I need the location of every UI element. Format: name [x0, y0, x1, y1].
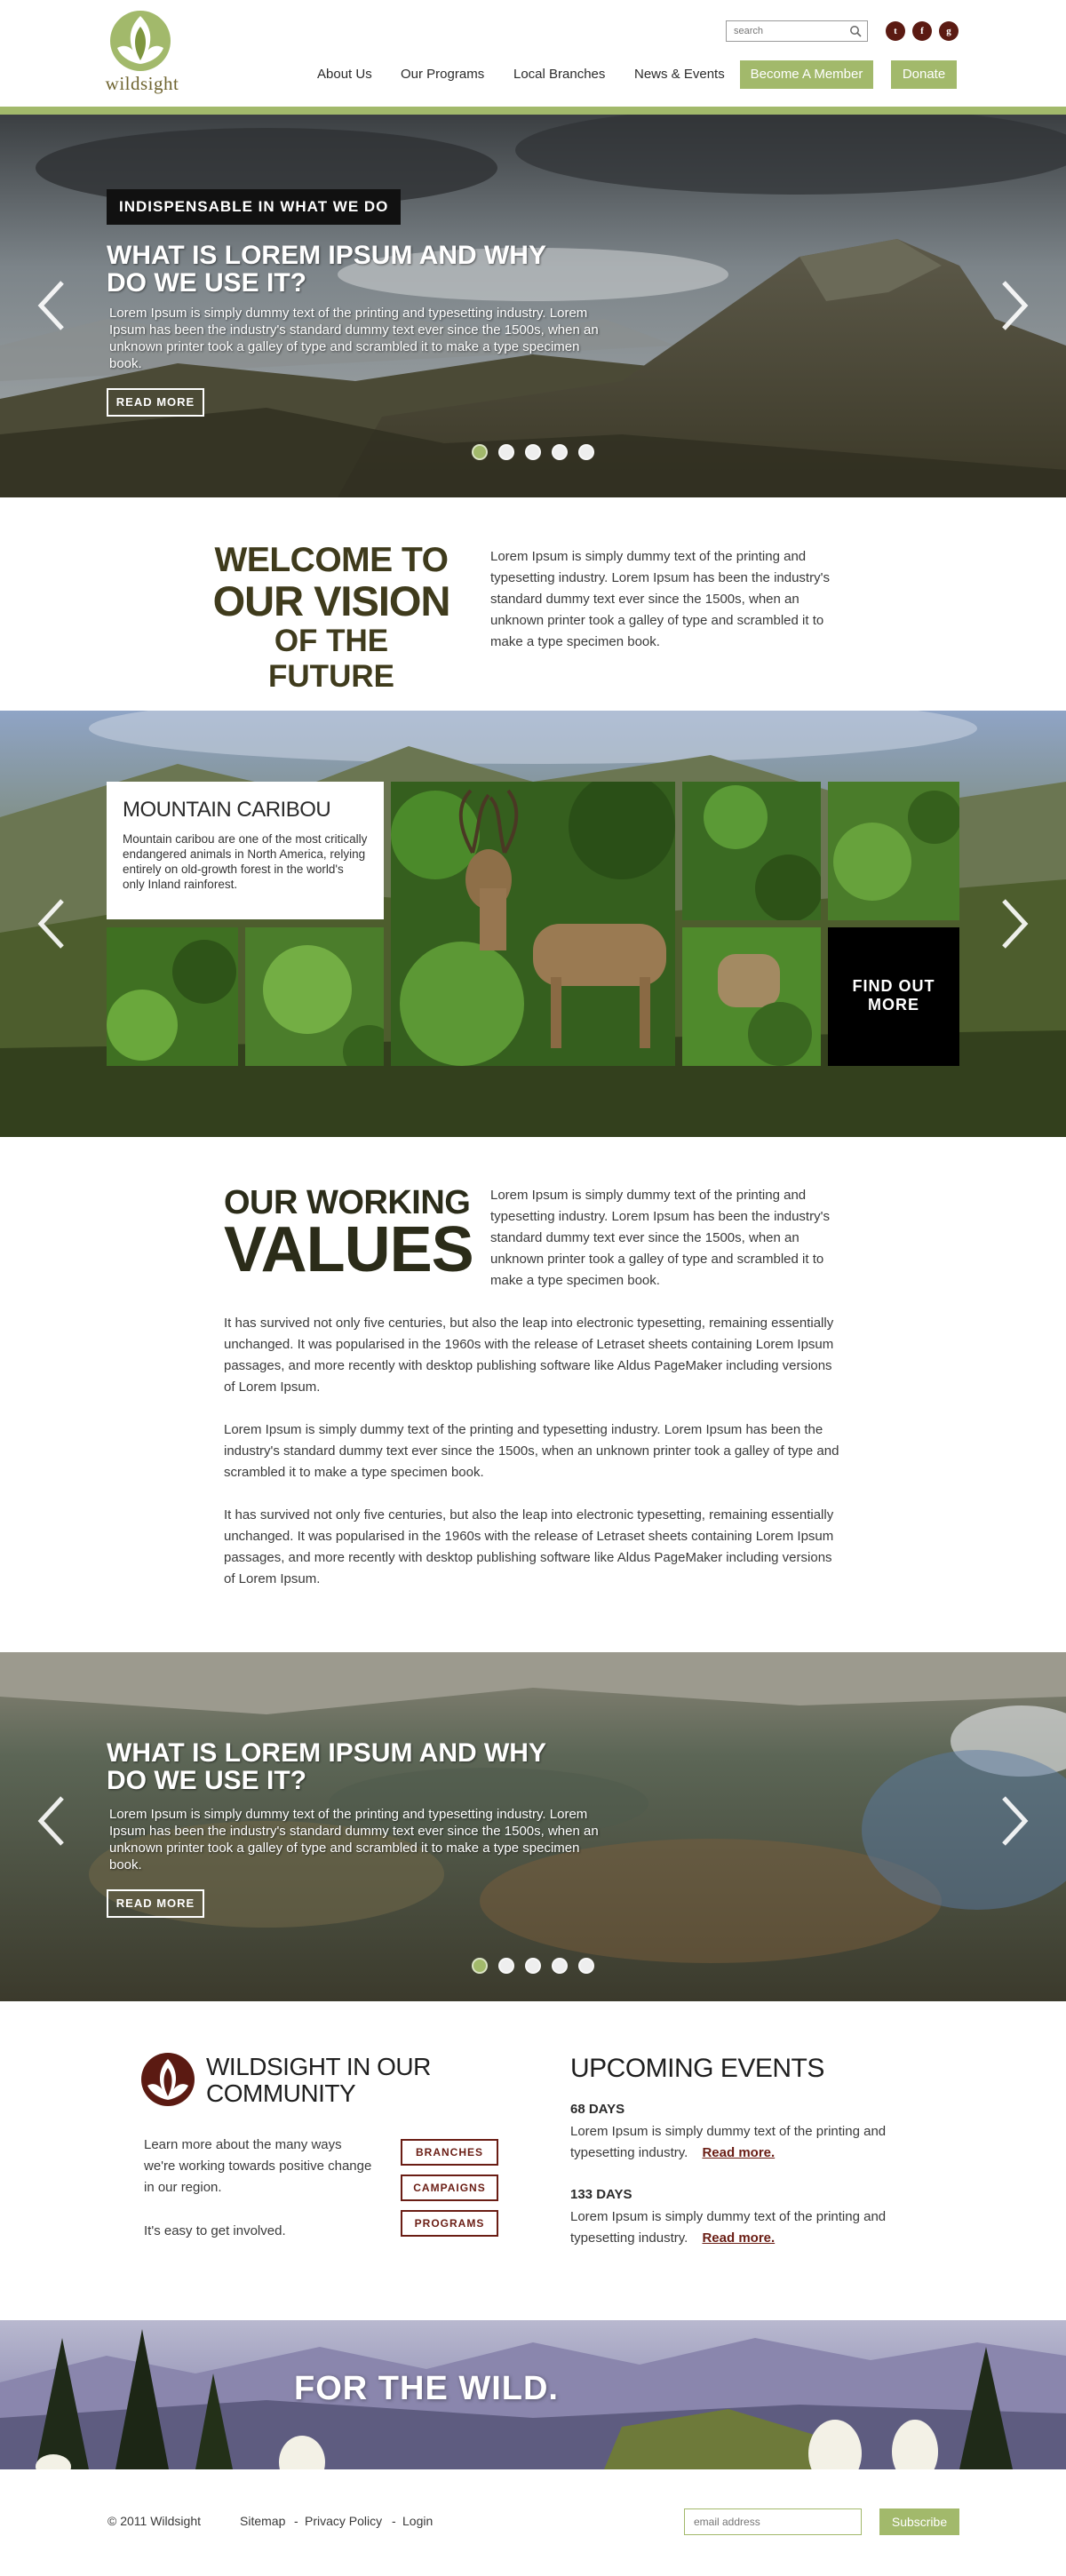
site-header	[0, 0, 1066, 107]
nav-about-us[interactable]: About Us	[317, 67, 372, 82]
subscribe-button[interactable]: Subscribe	[879, 2508, 959, 2535]
event-description: Lorem Ipsum is simply dummy text of the printing and typesetting industry.	[570, 2209, 887, 2246]
branches-button[interactable]: BRANCHES	[401, 2139, 498, 2166]
slide-dot-1[interactable]	[472, 1958, 488, 1974]
event-item	[570, 2121, 943, 2164]
chevron-right-icon[interactable]	[997, 1794, 1032, 1848]
slide-dot-4[interactable]	[552, 444, 568, 460]
values-paragraph: It has survived not only five centuries, but also the leap into electronic typesetting, remaining essentially unchanged. It was popularised in the 1960s with the release of Letraset sheets containing Lorem Ipsum passages, and more recently with desktop publishing software like Aldus PageMaker including versions of Lorem Ipsum.	[224, 1316, 834, 1395]
values-paragraph: Lorem Ipsum is simply dummy text of the printing and typesetting industry. Lorem Ipsum has been the industry's standard dummy text ever since the 1500s, when an unknown printer took a galley of type and scrambled it to make a type specimen book.	[224, 1422, 839, 1480]
hero-title-line-2: DO WE USE IT?	[107, 268, 306, 298]
hero2-title-line-2: DO WE USE IT?	[107, 1766, 306, 1795]
hero2-slide-dots	[472, 1958, 596, 1974]
slide-dot-5[interactable]	[578, 444, 594, 460]
tile-gutter	[529, 782, 537, 1066]
become-member-button[interactable]: Become A Member	[740, 60, 873, 89]
slide-dot-3[interactable]	[525, 444, 541, 460]
photo-tile[interactable]	[828, 782, 959, 920]
values-intro: Lorem Ipsum is simply dummy text of the printing and typesetting industry. Lorem Ipsum has been the industry's standard dummy text ever since the 1500s, when an unknown printer took a galley of type and scrambled it to make a type specimen book.	[490, 1188, 830, 1288]
water-slider	[0, 1652, 1066, 2001]
hero-title-line-1: WHAT IS LOREM IPSUM AND WHY	[107, 241, 546, 270]
event-countdown: 133 DAYS	[570, 2187, 632, 2202]
event-countdown: 68 DAYS	[570, 2102, 625, 2117]
nav-our-programs[interactable]: Our Programs	[401, 67, 485, 82]
slide-dot-3[interactable]	[525, 1958, 541, 1974]
hero-read-more-button[interactable]: READ MORE	[107, 388, 204, 417]
event-read-more-link[interactable]: Read more.	[702, 2145, 776, 2160]
caribou-description: Mountain caribou are one of the most critically endangered animals in North America, relying entirely on old-growth forest in the world's only Inland rainforest.	[123, 832, 368, 891]
for-the-wild-banner	[0, 2320, 1066, 2469]
hero-slider	[0, 115, 1066, 497]
for-the-wild-slogan: FOR THE WILD.	[294, 2370, 559, 2407]
wildsight-logo[interactable]	[98, 9, 187, 98]
email-field	[684, 2508, 862, 2535]
welcome-heading	[211, 542, 451, 695]
copyright-text: © 2011 Wildsight	[107, 2514, 201, 2528]
facebook-icon[interactable]: f	[912, 21, 932, 41]
donate-button[interactable]: Donate	[891, 60, 957, 89]
hero2-text: Lorem Ipsum is simply dummy text of the printing and typesetting industry. Lorem Ipsum has been the industry's standard dummy text ever since the 1500s, when an unknown printer took a galley of type and scrambled it to make a type specimen book.	[109, 1807, 599, 1872]
photo-tile[interactable]	[245, 927, 384, 1066]
twitter-icon[interactable]: t	[886, 21, 905, 41]
programs-button[interactable]: PROGRAMS	[401, 2210, 498, 2237]
welcome-text: Lorem Ipsum is simply dummy text of the printing and typesetting industry. Lorem Ipsum has been the industry's standard dummy text ever since the 1500s, when an unknown printer took a galley of type and scrambled it to make a type specimen book.	[490, 549, 830, 649]
hero-title	[107, 242, 569, 297]
community-heading	[206, 2054, 473, 2107]
slide-dot-2[interactable]	[498, 444, 514, 460]
wildsight-emblem-icon	[140, 2052, 195, 2107]
photo-tile[interactable]	[682, 782, 821, 920]
find-out-more-button[interactable]: FIND OUT MORE	[828, 927, 959, 1066]
logo-wordmark: wildsight	[105, 73, 179, 94]
event-item	[570, 2206, 943, 2249]
caribou-title: MOUNTAIN CARIBOU	[123, 798, 331, 822]
slide-dot-1[interactable]	[472, 444, 488, 460]
chevron-left-icon[interactable]	[34, 279, 69, 332]
search-input[interactable]	[727, 21, 844, 41]
community-cta-text: It's easy to get involved.	[144, 2223, 286, 2238]
header-accent-bar	[0, 107, 1066, 115]
values-heading-line-1: OUR WORKING	[224, 1184, 471, 1221]
email-input[interactable]	[685, 2509, 861, 2534]
footer-separator: -	[294, 2514, 298, 2528]
leaf-logo-icon	[108, 9, 172, 73]
hero2-title	[107, 1739, 569, 1794]
hero-slide-dots	[472, 444, 596, 460]
event-description: Lorem Ipsum is simply dummy text of the printing and typesetting industry.	[570, 2124, 887, 2160]
event-read-more-link[interactable]: Read more.	[702, 2230, 776, 2246]
footer-login-link[interactable]: Login	[402, 2514, 434, 2528]
hero2-title-line-1: WHAT IS LOREM IPSUM AND WHY	[107, 1738, 546, 1768]
chevron-right-icon[interactable]	[997, 279, 1032, 332]
slide-dot-2[interactable]	[498, 1958, 514, 1974]
community-text: Learn more about the many ways we're working towards positive change in our region.	[144, 2137, 372, 2195]
nav-local-branches[interactable]: Local Branches	[513, 67, 606, 82]
photo-tile[interactable]	[107, 927, 238, 1066]
hero2-read-more-button[interactable]: READ MORE	[107, 1889, 204, 1918]
slide-dot-5[interactable]	[578, 1958, 594, 1974]
events-heading: UPCOMING EVENTS	[570, 2054, 824, 2083]
search-box	[726, 20, 868, 42]
slide-dot-4[interactable]	[552, 1958, 568, 1974]
google-icon[interactable]: g	[939, 21, 959, 41]
hero-text: Lorem Ipsum is simply dummy text of the printing and typesetting industry. Lorem Ipsum has been the industry's standard dummy text ever since the 1500s, when an unknown printer took a galley of type and scrambled it to make a type specimen book.	[109, 306, 599, 371]
campaigns-button[interactable]: CAMPAIGNS	[401, 2174, 498, 2201]
nav-news-events[interactable]: News & Events	[634, 67, 725, 82]
footer-separator: -	[392, 2514, 396, 2528]
search-icon[interactable]	[849, 25, 862, 37]
chevron-left-icon[interactable]	[34, 1794, 69, 1848]
hero-tag: INDISPENSABLE IN WHAT WE DO	[107, 189, 401, 225]
values-paragraph: It has survived not only five centuries, but also the leap into electronic typesetting, remaining essentially unchanged. It was popularised in the 1960s with the release of Letraset sheets containing Lorem Ipsum passages, and more recently with desktop publishing software like Aldus PageMaker including versions of Lorem Ipsum.	[224, 1507, 834, 1586]
site-footer	[0, 2469, 1066, 2576]
wildlife-slider	[0, 711, 1066, 1137]
caribou-info-card	[107, 782, 384, 919]
welcome-heading-line-3: OF THE FUTURE	[268, 624, 394, 694]
footer-privacy-link[interactable]: Privacy Policy	[305, 2514, 383, 2528]
footer-sitemap-link[interactable]: Sitemap	[240, 2514, 286, 2528]
values-heading-line-2: VALUES	[224, 1214, 473, 1285]
photo-tile[interactable]	[682, 927, 821, 1066]
chevron-right-icon[interactable]	[997, 897, 1032, 950]
chevron-left-icon[interactable]	[34, 897, 69, 950]
community-heading-line-1: WILDSIGHT IN OUR	[206, 2053, 431, 2080]
values-heading	[224, 1184, 473, 1285]
community-heading-line-2: COMMUNITY	[206, 2079, 356, 2107]
welcome-heading-line-2: OUR VISION	[212, 577, 450, 624]
welcome-heading-line-1: WELCOME TO	[214, 541, 449, 579]
